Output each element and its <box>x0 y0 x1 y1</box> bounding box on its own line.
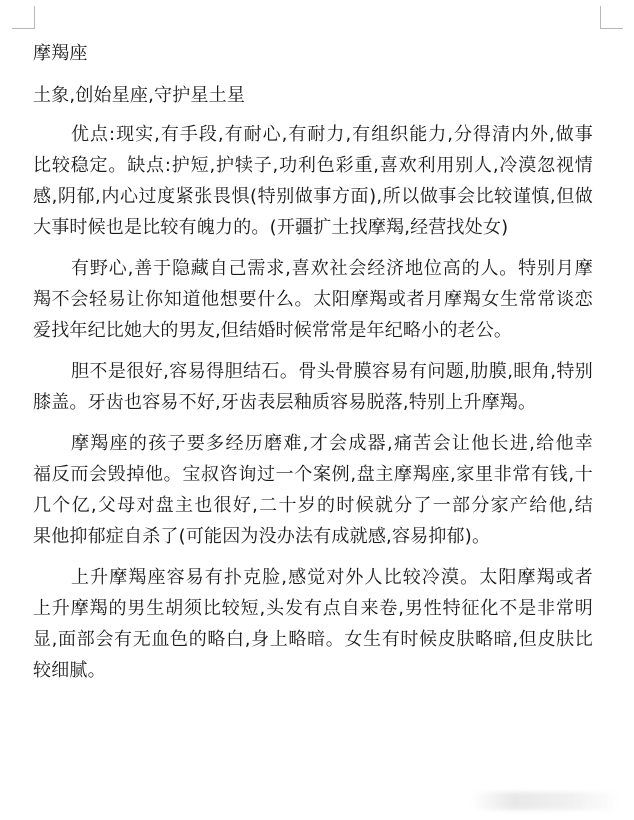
text-line: 果他抑郁症自杀了(可能因为没办法有成就感,容易抑郁)。 <box>33 526 491 547</box>
watermark-smudge <box>470 792 620 810</box>
text-line: 胆不是很好,容易得胆结石。骨头骨膜容易有问题,肋膜,眼角,特别 <box>71 361 593 382</box>
document-subtitle: 土象,创始星座,守护星土星 <box>33 85 246 106</box>
text-line: 显,面部会有无血色的略白,身上略暗。女生有时候皮肤略暗,但皮肤比 <box>33 629 593 650</box>
text-line: 羯不会轻易让你知道他想要什么。太阳摩羯或者月摩羯女生常常谈恋 <box>33 289 593 310</box>
paragraph-strengths-weaknesses <box>33 119 593 243</box>
document-title: 摩羯座 <box>33 43 88 64</box>
paragraph-health <box>33 356 593 418</box>
text-line: 上升摩羯座容易有扑克脸,感觉对外人比较冷漠。太阳摩羯或者 <box>71 567 593 588</box>
text-line: 较细腻。 <box>33 660 106 681</box>
text-line: 摩羯座的孩子要多经历磨难,才会成器,痛苦会让他长进,给他幸 <box>71 433 593 454</box>
text-line: 上升摩羯的男生胡须比较短,头发有点自来卷,男性特征化不是非常明 <box>33 598 593 619</box>
paragraph-rising-sign <box>33 562 593 686</box>
text-line: 爱找年纪比她大的男友,但结婚时候常常是年纪略小的老公。 <box>33 320 513 341</box>
text-line: 比较稳定。缺点:护短,护犊子,功利色彩重,喜欢利用别人,冷漠忽视情 <box>33 155 593 176</box>
text-line: 几个亿,父母对盘主也很好,二十岁的时候就分了一部分家产给他,结 <box>33 495 593 516</box>
paragraph-children <box>33 428 593 552</box>
text-boundary-corner-top-right <box>600 6 623 29</box>
heading-block <box>33 38 593 111</box>
paragraph-ambition <box>33 253 593 346</box>
text-line: 感,阴郁,内心过度紧张畏惧(特别做事方面),所以做事会比较谨慎,但做 <box>33 186 593 207</box>
text-line: 膝盖。牙齿也容易不好,牙齿表层釉质容易脱落,特别上升摩羯。 <box>33 392 537 413</box>
document-body <box>33 38 593 696</box>
text-boundary-corner-top-left <box>12 6 35 29</box>
text-line: 有野心,善于隐藏自己需求,喜欢社会经济地位高的人。特别月摩 <box>71 258 593 279</box>
text-line: 大事时候也是比较有魄力的。(开疆扩土找摩羯,经营找处女) <box>33 217 509 238</box>
text-line: 福反而会毁掉他。宝叔咨询过一个案例,盘主摩羯座,家里非常有钱,十 <box>33 464 593 485</box>
text-line: 优点:现实,有手段,有耐心,有耐力,有组织能力,分得清内外,做事 <box>71 124 593 145</box>
